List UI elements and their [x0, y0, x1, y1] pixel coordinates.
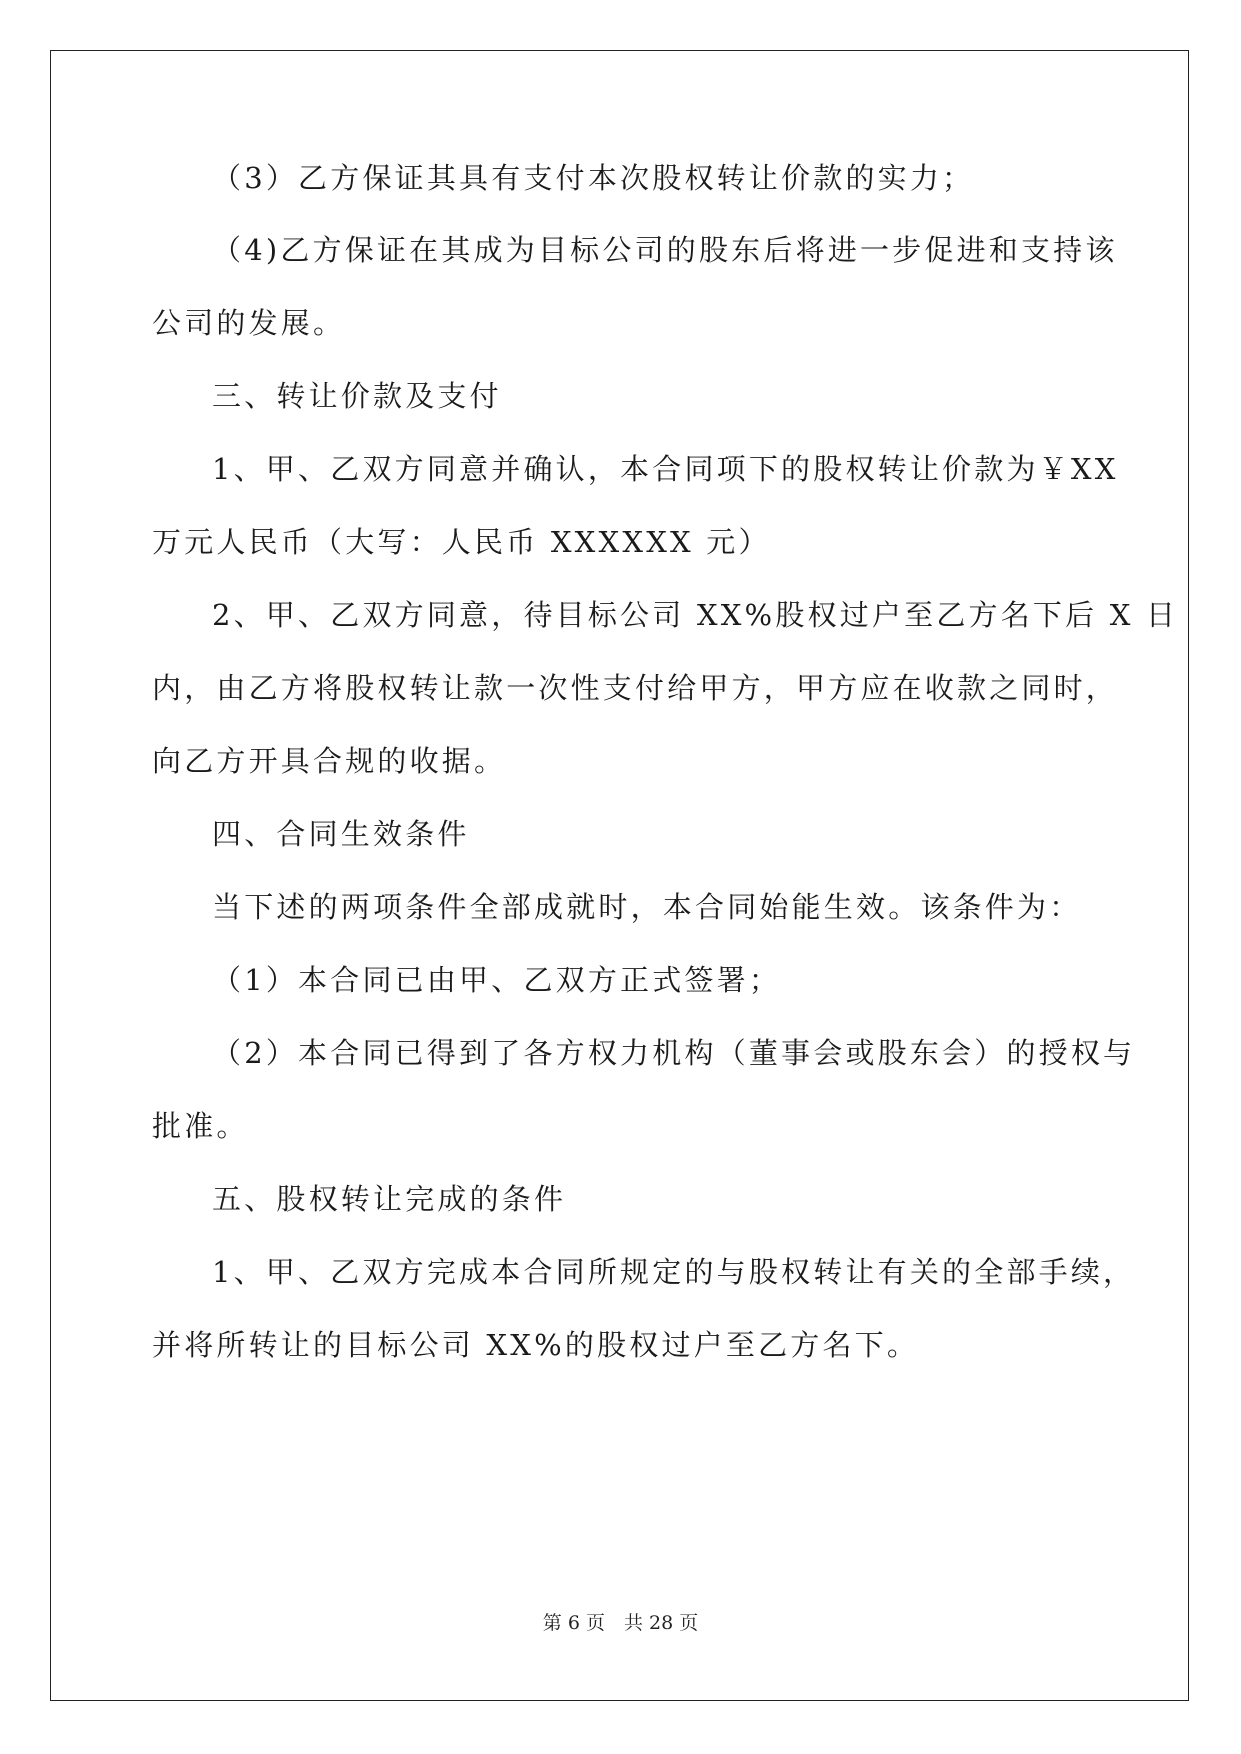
section-heading-price-payment: 三、转让价款及支付	[212, 379, 502, 413]
price-clause-2-line1: 2、甲、乙双方同意，待目标公司 XX%股权过户至乙方名下后 X 日	[212, 598, 1179, 632]
price-clause-1-line2: 万元人民币（大写：人民币 XXXXXX 元）	[152, 525, 771, 559]
clause-3-buyer-ability: （3）乙方保证其具有支付本次股权转让价款的实力；	[212, 161, 975, 195]
page-border	[50, 50, 1189, 1701]
price-clause-2-line3: 向乙方开具合规的收据。	[152, 744, 507, 778]
clause-4-buyer-support-line2: 公司的发展。	[152, 306, 346, 340]
effective-conditions-intro: 当下述的两项条件全部成就时，本合同始能生效。该条件为：	[212, 890, 1082, 924]
clause-4-buyer-support-line1: （4)乙方保证在其成为目标公司的股东后将进一步促进和支持该	[212, 233, 1118, 267]
page-number-footer: 第 6 页 共 28 页	[542, 1612, 699, 1634]
section-heading-effective-conditions: 四、合同生效条件	[212, 817, 470, 851]
completion-clause-1-line2: 并将所转让的目标公司 XX%的股权过户至乙方名下。	[152, 1328, 920, 1362]
effective-condition-1: （1）本合同已由甲、乙双方正式签署；	[212, 963, 782, 997]
effective-condition-2-line2: 批准。	[152, 1109, 249, 1143]
completion-clause-1-line1: 1、甲、乙双方完成本合同所规定的与股权转让有关的全部手续，	[212, 1255, 1136, 1289]
price-clause-1-line1: 1、甲、乙双方同意并确认，本合同项下的股权转让价款为￥XX	[212, 452, 1119, 486]
effective-condition-2-line1: （2）本合同已得到了各方权力机构（董事会或股东会）的授权与	[212, 1036, 1136, 1070]
section-heading-completion-conditions: 五、股权转让完成的条件	[212, 1182, 567, 1216]
price-clause-2-line2: 内，由乙方将股权转让款一次性支付给甲方，甲方应在收款之同时，	[152, 671, 1119, 705]
